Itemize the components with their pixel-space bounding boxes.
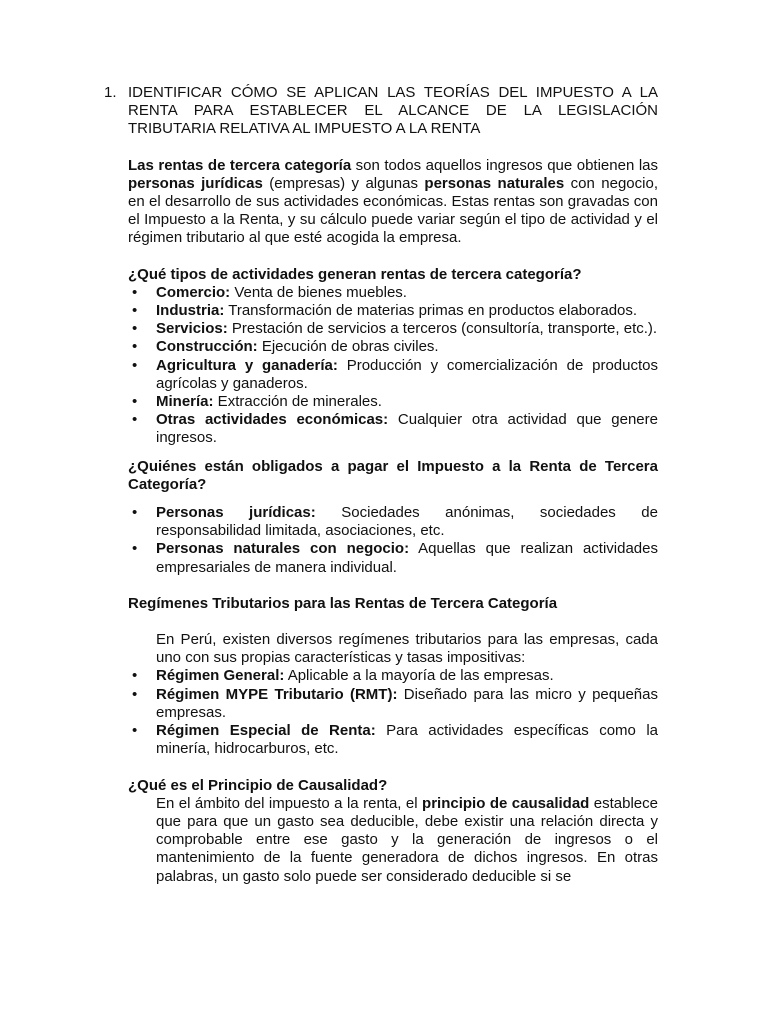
list-item-term: Agricultura y ganadería:	[156, 356, 338, 374]
list-item	[128, 284, 658, 302]
list-item-desc: Cualquier otra actividad que genere ingresos.	[156, 411, 658, 447]
list-item-desc: Aquellas que realizan actividades empresariales de manera individual.	[156, 540, 658, 576]
activities-question-text: ¿Qué tipos de actividades generan rentas de tercera categoría?	[128, 265, 582, 283]
obligated-list	[128, 504, 658, 577]
list-item	[128, 540, 658, 576]
list-item	[128, 411, 658, 447]
list-item-term: Otras actividades económicas:	[156, 411, 389, 429]
intro-bold-3: personas naturales	[424, 174, 565, 192]
list-item-desc: Ejecución de obras civiles.	[257, 338, 439, 356]
activities-question	[128, 266, 658, 284]
list-item	[128, 338, 658, 356]
list-item-desc: Transformación de materias primas en productos elaborados.	[224, 302, 638, 320]
regimes-intro: En Perú, existen diversos regímenes tributarios para las empresas, cada uno con sus propias características y tasas impositivas:	[156, 631, 658, 667]
list-item-term: Servicios:	[156, 320, 228, 338]
causality-paragraph	[128, 795, 658, 886]
list-item-desc: Diseñado para las micro y pequeñas empresas.	[156, 685, 658, 721]
list-item-term: Comercio:	[156, 283, 231, 301]
section-heading	[104, 84, 658, 139]
list-item-term: Régimen Especial de Renta:	[156, 722, 376, 740]
list-item-desc: Extracción de minerales.	[213, 393, 382, 411]
list-item	[128, 302, 658, 320]
causality-bold-1: principio de causalidad	[422, 794, 590, 812]
list-item	[128, 320, 658, 338]
causality-question-text: ¿Qué es el Principio de Causalidad?	[128, 776, 388, 794]
list-item-term: Construcción:	[156, 338, 258, 356]
list-item-desc: Venta de bienes muebles.	[230, 283, 407, 301]
list-item-desc: Para actividades específicas como la minería, hidrocarburos, etc.	[156, 722, 658, 758]
list-item	[128, 722, 658, 758]
obligated-question-text: ¿Quiénes están obligados a pagar el Impuesto a la Renta de Tercera Categoría?	[128, 457, 658, 493]
list-item-term: Régimen General:	[156, 667, 285, 685]
list-item-term: Personas naturales con negocio:	[156, 540, 410, 558]
list-item-term: Régimen MYPE Tributario (RMT):	[156, 685, 398, 703]
activities-list	[128, 284, 658, 448]
list-item	[128, 686, 658, 722]
causality-question	[128, 777, 658, 795]
intro-paragraph	[128, 157, 658, 248]
list-item-term: Minería:	[156, 393, 214, 411]
regimes-list	[128, 667, 658, 758]
list-item-desc: Sociedades anónimas, sociedades de responsabilidad limitada, asociaciones, etc.	[156, 504, 658, 540]
causality-text-2: establece que para que un gasto sea deducible, debe existir una relación directa y comprobable entre ese gasto y la generación de ingresos o el mantenimiento de la fuente generadora de dichos ingresos. En otras palabras, un gasto solo puede ser considerado deducible si se	[156, 794, 658, 885]
list-item-desc: Prestación de servicios a terceros (consultoría, transporte, etc.).	[227, 320, 658, 338]
section-title: IDENTIFICAR CÓMO SE APLICAN LAS TEORÍAS DEL IMPUESTO A LA RENTA PARA ESTABLECER EL ALCANCE DE LA LEGISLACIÓN TRIBUTARIA RELATIVA AL IMPUESTO A LA RENTA	[128, 84, 658, 138]
section-number: 1.	[104, 84, 117, 101]
regimes-title-text: Regímenes Tributarios para las Rentas de Tercera Categoría	[128, 594, 558, 612]
list-item	[128, 393, 658, 411]
list-item-term: Industria:	[156, 302, 225, 320]
intro-text-1: son todos aquellos ingresos que obtienen las	[351, 156, 658, 174]
intro-text-2: (empresas) y algunas	[262, 174, 425, 192]
list-item	[128, 504, 658, 540]
list-item-desc: Aplicable a la mayoría de las empresas.	[284, 667, 554, 685]
regimes-title	[128, 595, 658, 613]
list-item	[128, 357, 658, 393]
causality-text-1: En el ámbito del impuesto a la renta, el	[156, 794, 423, 812]
list-item	[128, 667, 658, 685]
intro-text-3: con negocio, en el desarrollo de sus actividades económicas. Estas rentas son gravadas con el Impuesto a la Renta, y su cálculo puede variar según el tipo de actividad y el régimen tributario al que esté acogida la empresa.	[128, 174, 658, 247]
intro-bold-2: personas jurídicas	[128, 174, 263, 192]
list-item-term: Personas jurídicas:	[156, 504, 316, 522]
list-item-desc: Producción y comercialización de productos agrícolas y ganaderos.	[156, 356, 658, 392]
intro-bold-1: Las rentas de tercera categoría	[128, 156, 352, 174]
obligated-question	[128, 458, 658, 494]
document-body	[104, 84, 658, 886]
